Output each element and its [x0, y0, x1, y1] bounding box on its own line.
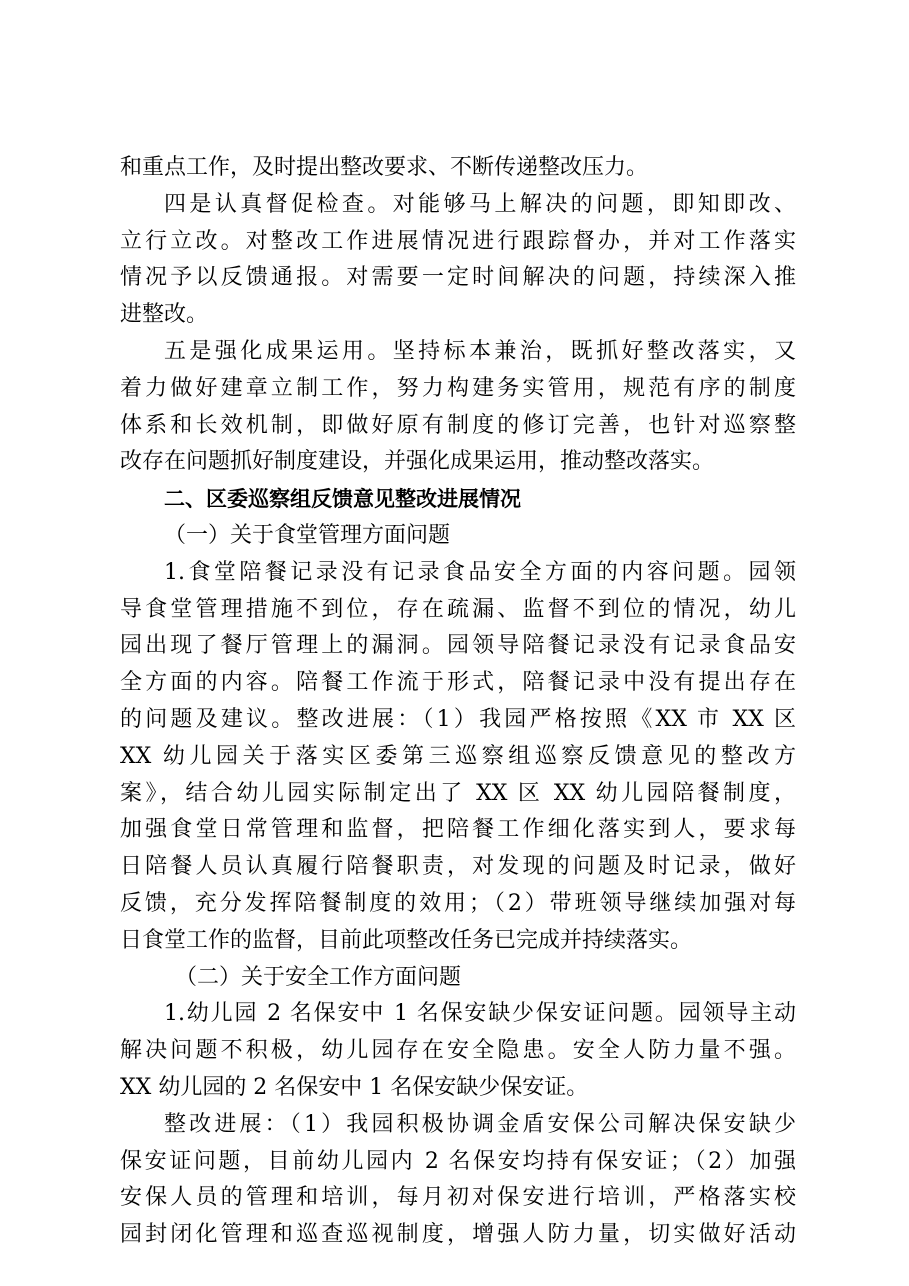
text-line: 安保人员的管理和培训，每月初对保安进行培训，严格落实校	[120, 1185, 796, 1211]
text-line: 和重点工作，及时提出整改要求、不断传递整改压力。	[120, 155, 649, 180]
text-line: XX 幼儿园的 2 名保安中 1 名保安缺少保安证。	[120, 1074, 589, 1100]
text-line: 改存在问题抓好制度建设，并强化成果运用，推动整改落实。	[120, 449, 715, 475]
text-line: 1.食堂陪餐记录没有记录食品安全方面的内容问题。园领	[164, 559, 796, 585]
text-line: XX 幼儿园关于落实区委第三巡察组巡察反馈意见的整改方	[120, 743, 796, 769]
text-line: 的问题及建议。整改进展：（1）我园严格按照《XX 市 XX 区	[120, 706, 796, 732]
text-line: 日食堂工作的监督，目前此项整改任务已完成并持续落实。	[120, 927, 693, 953]
text-line: 着力做好建章立制工作，努力构建务实管用，规范有序的制度	[120, 375, 796, 401]
text-line: 园封闭化管理和巡查巡视制度，增强人防力量，切实做好活动	[120, 1222, 796, 1248]
text-line: 情况予以反馈通报。对需要一定时间解决的问题，持续深入推	[120, 265, 796, 291]
text-line: 进整改。	[120, 302, 209, 328]
text-line: 整改进展：（1）我园积极协调金盾安保公司解决保安缺少	[164, 1111, 796, 1137]
section-heading: 二、区委巡察组反馈意见整改进展情况	[164, 487, 521, 512]
text-line: 反馈，充分发挥陪餐制度的效用；（2）带班领导继续加强对每	[120, 890, 796, 916]
text-line: 导食堂管理措施不到位，存在疏漏、监督不到位的情况，幼儿	[120, 596, 796, 622]
text-line: 园出现了餐厅管理上的漏洞。园领导陪餐记录没有记录食品安	[120, 633, 796, 659]
text-line: 立行立改。对整改工作进展情况进行跟踪督办，并对工作落实	[120, 228, 796, 254]
text-line: 五是强化成果运用。坚持标本兼治，既抓好整改落实，又	[164, 338, 796, 364]
text-line: 案》，结合幼儿园实际制定出了 XX 区 XX 幼儿园陪餐制度，	[120, 780, 796, 806]
text-line: 保安证问题，目前幼儿园内 2 名保安均持有保安证；（2）加强	[120, 1148, 796, 1174]
text-line: 体系和长效机制，即做好原有制度的修订完善，也针对巡察整	[120, 412, 796, 438]
document-body	[120, 150, 796, 1254]
text-line: （二）关于安全工作方面问题	[175, 964, 462, 990]
text-line: 四是认真督促检查。对能够马上解决的问题，即知即改、	[164, 191, 796, 217]
text-line: 解决问题不积极，幼儿园存在安全隐患。安全人防力量不强。	[120, 1038, 796, 1064]
text-line: 加强食堂日常管理和监督，把陪餐工作细化落实到人，要求每	[120, 817, 796, 843]
text-line: 日陪餐人员认真履行陪餐职责，对发现的问题及时记录，做好	[120, 854, 796, 880]
text-line: 全方面的内容。陪餐工作流于形式，陪餐记录中没有提出存在	[120, 670, 796, 696]
text-line: （一）关于食堂管理方面问题	[164, 522, 451, 548]
text-line: 1.幼儿园 2 名保安中 1 名保安缺少保安证问题。园领导主动	[164, 1001, 796, 1027]
